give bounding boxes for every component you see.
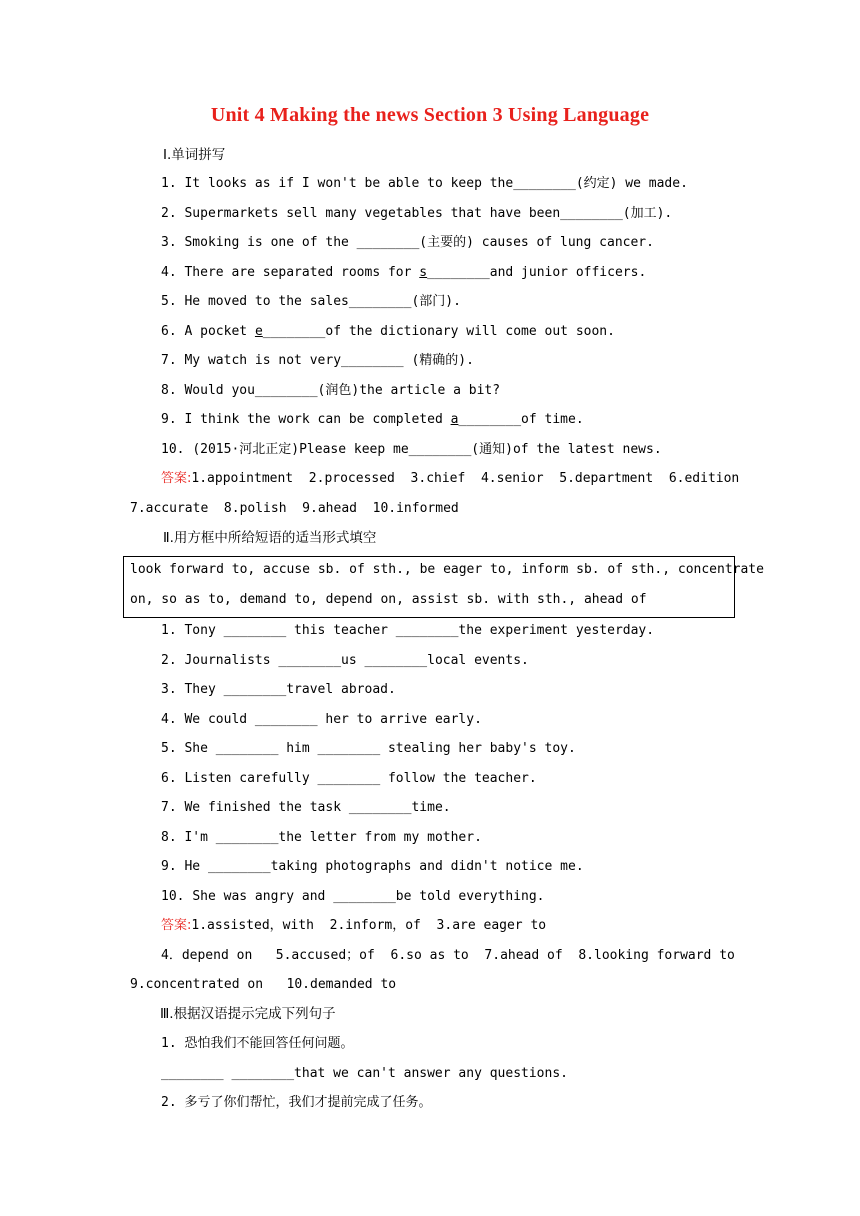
question-item: 10. She was angry and ________be told everything. — [161, 889, 545, 904]
question-item: 6. A pocket e________of the dictionary will come out soon. — [161, 324, 615, 339]
answer-line: 7.accurate 8.polish 9.ahead 10.informed — [130, 501, 459, 516]
section-3-heading: Ⅲ.根据汉语提示完成下列句子 — [160, 1006, 336, 1022]
question-item: 4. We could ________ her to arrive early. — [161, 712, 482, 727]
question-item: 2. 多亏了你们帮忙，我们才提前完成了任务。 — [161, 1095, 432, 1110]
question-item: 7. We finished the task ________time. — [161, 800, 451, 815]
question-item: 7. My watch is not very________ (精确的). — [161, 353, 474, 368]
question-item: 3. Smoking is one of the ________(主要的) causes of lung cancer. — [161, 235, 654, 250]
section-2-heading: Ⅱ.用方框中所给短语的适当形式填空 — [163, 530, 377, 546]
question-item: 9. I think the work can be completed a________of time. — [161, 412, 584, 427]
answer-line: 答案:1.appointment 2.processed 3.chief 4.senior 5.department 6.edition — [161, 471, 740, 486]
question-item: 8. Would you________(润色)the article a bit? — [161, 383, 501, 398]
question-item: 5. He moved to the sales________(部门). — [161, 294, 461, 309]
question-item: 3. They ________travel abroad. — [161, 682, 396, 697]
question-item: 10. (2015·河北正定)Please keep me________(通知)of the latest news. — [161, 442, 662, 457]
page-title: Unit 4 Making the news Section 3 Using Language — [210, 104, 650, 126]
section-1-heading: Ⅰ.单词拼写 — [163, 147, 226, 163]
question-item: 5. She ________ him ________ stealing her baby's toy. — [161, 741, 576, 756]
question-item: 4. There are separated rooms for s________and junior officers. — [161, 265, 647, 280]
phrase-box-line: look forward to, accuse sb. of sth., be eager to, inform sb. of sth., concentrate — [130, 562, 764, 577]
question-item: 1. It looks as if I won't be able to keep the________(约定) we made. — [161, 176, 688, 191]
answer-line: 4．depend on 5.accused；of 6.so as to 7.ahead of 8.looking forward to — [161, 948, 735, 963]
question-item: 1. 恐怕我们不能回答任何问题。 — [161, 1036, 354, 1051]
answer-line: 答案:1.assisted，with 2.inform，of 3.are eager to — [161, 918, 547, 933]
answer-line: 9.concentrated on 10.demanded to — [130, 977, 397, 992]
question-item: 2. Journalists ________us ________local events. — [161, 653, 529, 668]
phrase-box-line: on, so as to, demand to, depend on, assist sb. with sth., ahead of — [130, 592, 647, 607]
answer-label: 答案: — [161, 918, 192, 933]
question-item: 1. Tony ________ this teacher ________the experiment yesterday. — [161, 623, 655, 638]
question-item: 8. I'm ________the letter from my mother. — [161, 830, 482, 845]
phrase-box — [123, 556, 764, 618]
question-item: 2. Supermarkets sell many vegetables that have been________(加工). — [161, 206, 673, 221]
question-item: 6. Listen carefully ________ follow the teacher. — [161, 771, 537, 786]
answer-label: 答案: — [161, 471, 192, 486]
question-item: 9. He ________taking photographs and didn't notice me. — [161, 859, 584, 874]
fill-in-line: ________ ________that we can't answer any questions. — [161, 1066, 568, 1081]
